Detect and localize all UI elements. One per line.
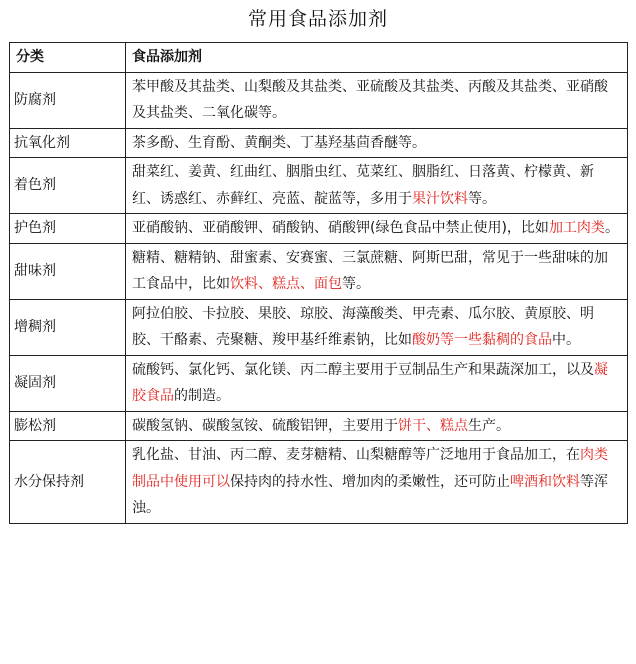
highlighted-text: 肉类制品中使用可以 [132, 447, 608, 490]
category-cell: 抗氧化剂 [10, 128, 126, 158]
table-header-row [10, 43, 628, 73]
additive-text: 等。 [468, 190, 496, 207]
additive-cell [126, 299, 628, 355]
additive-cell [126, 411, 628, 441]
table-row [10, 243, 628, 299]
additive-text: 阿拉伯胶、卡拉胶、果胶、琼胶、海藻酸类、甲壳素、瓜尔胶、黄原胶、明胶、干酪素、壳聚糖、羧甲基纤维素钠，比如 [132, 305, 594, 348]
page-title: 常用食品添加剂 [247, 8, 388, 30]
additive-cell [126, 441, 628, 524]
additive-text: 生产。 [468, 417, 510, 434]
highlighted-text: 啤酒和饮料 [510, 473, 580, 490]
category-cell: 防腐剂 [10, 72, 126, 128]
table-row [10, 158, 628, 214]
table-row [10, 411, 628, 441]
additive-text: 苯甲酸及其盐类、山梨酸及其盐类、亚硫酸及其盐类、丙酸及其盐类、亚硝酸及其盐类、二氧化碳等。 [132, 78, 608, 121]
additive-cell [126, 243, 628, 299]
additive-cell [126, 128, 628, 158]
additive-text: 中。 [552, 332, 580, 348]
category-cell: 膨松剂 [10, 411, 126, 441]
additives-table [9, 42, 628, 524]
table-row [10, 441, 628, 524]
additive-text: 乳化盐、甘油、丙二醇、麦芽糖精、山梨糖醇等广泛地用于食品加工，在 [132, 447, 580, 463]
additive-text: 碳酸氢钠、碳酸氢铵、硫酸铝钾，主要用于 [132, 417, 398, 434]
additive-text: 等。 [342, 276, 370, 292]
table-row [10, 214, 628, 244]
header-additive: 食品添加剂 [126, 43, 628, 73]
category-cell: 增稠剂 [10, 299, 126, 355]
additive-text: 亚硝酸钠、亚硝酸钾、硝酸钠、硝酸钾(绿色食品中禁止使用)，比如 [132, 220, 549, 236]
additive-text: 等浑浊。 [132, 473, 608, 516]
table-body [10, 72, 628, 523]
highlighted-text: 酸奶等一些黏稠的食品 [412, 332, 552, 348]
highlighted-text: 加工肉类 [548, 220, 605, 236]
additive-text: 。 [604, 220, 619, 236]
additive-cell [126, 72, 628, 128]
table-row [10, 72, 628, 128]
table-row [10, 355, 628, 411]
header-category: 分类 [10, 43, 126, 73]
additive-text: 保持肉的持水性、增加肉的柔嫩性，还可防止 [230, 473, 510, 490]
category-cell: 护色剂 [10, 214, 126, 244]
additive-text: 硫酸钙、氯化钙、氯化镁、丙二醇主要用于豆制品生产和果蔬深加工，以及 [132, 361, 594, 378]
category-cell: 甜味剂 [10, 243, 126, 299]
table-row [10, 299, 628, 355]
category-cell: 水分保持剂 [10, 441, 126, 524]
category-cell: 凝固剂 [10, 355, 126, 411]
additive-text: 糖精、糖精钠、甜蜜素、安赛蜜、三氯蔗糖、阿斯巴甜，常见于一些甜味的加工食品中，比如 [132, 249, 608, 292]
category-cell: 着色剂 [10, 158, 126, 214]
table-row [10, 128, 628, 158]
highlighted-text: 果汁饮料 [412, 190, 468, 207]
additive-text: 的制造。 [174, 388, 230, 404]
additive-text: 甜菜红、姜黄、红曲红、胭脂虫红、苋菜红、胭脂红、日落黄、柠檬黄、新红、诱惑红、赤藓红、亮蓝、靛蓝等，多用于 [132, 164, 594, 207]
additive-cell [126, 355, 628, 411]
highlighted-text: 凝胶食品 [132, 361, 608, 404]
additive-text: 茶多酚、生育酚、黄酮类、丁基羟基茴香醚等。 [132, 134, 426, 151]
additive-cell [126, 158, 628, 214]
additive-cell [126, 214, 628, 244]
highlighted-text: 饮料、糕点、面包 [230, 276, 342, 292]
highlighted-text: 饼干、糕点 [398, 417, 468, 434]
